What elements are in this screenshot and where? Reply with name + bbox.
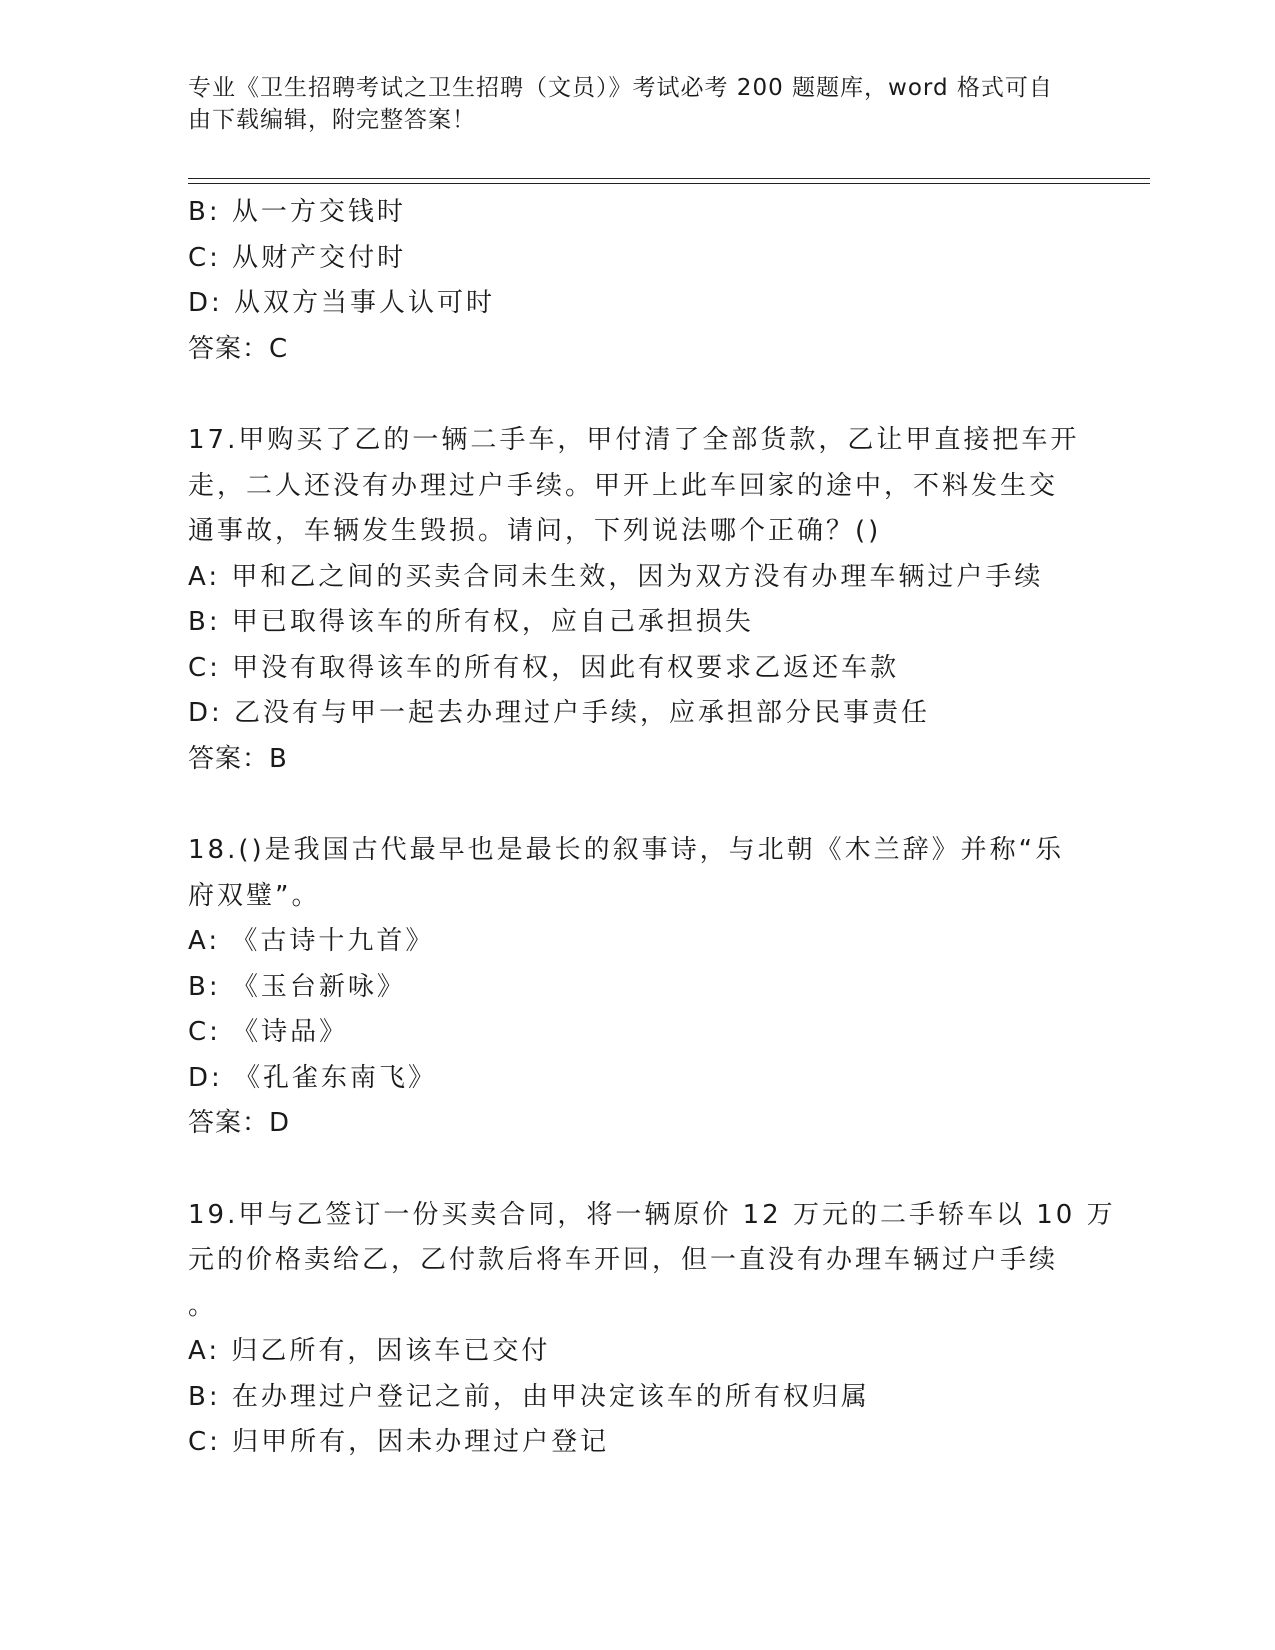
question-stem: 18.()是我国古代最早也是最长的叙事诗，与北朝《木兰辞》并称“乐 [188, 835, 1065, 865]
question-stem: 府双璧”。 [188, 880, 321, 911]
option-d: D: 《孔雀东南飞》 [188, 1062, 438, 1093]
answer: 答案：D [188, 1108, 291, 1138]
option-b: B: 在办理过户登记之前，由甲决定该车的所有权归属 [188, 1381, 870, 1412]
answer: 答案：B [188, 743, 288, 774]
option-b: B: 从一方交钱时 [188, 197, 406, 227]
option-c: C: 《诗品》 [188, 1017, 349, 1047]
option-b: B: 《玉台新咏》 [188, 971, 406, 1002]
question-16 [188, 190, 1088, 372]
option-b: B: 甲已取得该车的所有权，应自己承担损失 [188, 607, 754, 637]
option-c: C: 从财产交付时 [188, 242, 407, 273]
header-divider-top [188, 178, 1150, 179]
option-c: C: 归甲所有，因未办理过户登记 [188, 1427, 610, 1457]
option-a: A: 甲和乙之间的买卖合同未生效，因为双方没有办理车辆过户手续 [188, 561, 1044, 592]
question-stem: 17.甲购买了乙的一辆二手车，甲付清了全部货款，乙让甲直接把车开 [188, 425, 1080, 455]
answer: 答案：C [188, 333, 289, 364]
question-stem: 。 [188, 1290, 218, 1321]
question-stem: 元的价格卖给乙，乙付款后将车开回，但一直没有办理车辆过户手续 [188, 1245, 1059, 1275]
document-body [188, 190, 1116, 1466]
option-c: C: 甲没有取得该车的所有权，因此有权要求乙返还车款 [188, 652, 900, 683]
question-stem: 走，二人还没有办理过户手续。甲开上此车回家的途中，不料发生交 [188, 470, 1059, 501]
question-17 [188, 418, 1088, 782]
question-stem: 19.甲与乙签订一份买卖合同，将一辆原价 12 万元的二手轿车以 10 万 [188, 1199, 1116, 1230]
header-line-2: 由下载编辑，附完整答案！ [188, 107, 476, 133]
spacer [188, 372, 1088, 418]
spacer [188, 1147, 1088, 1193]
page-header [188, 72, 1068, 136]
header-line-1: 专业《卫生招聘考试之卫生招聘（文员）》考试必考 200 题题库，word 格式可自 [188, 75, 1053, 101]
option-d: D: 乙没有与甲一起去办理过户手续，应承担部分民事责任 [188, 698, 931, 728]
question-stem: 通事故，车辆发生毁损。请问，下列说法哪个正确？() [188, 516, 882, 546]
option-a: A: 《古诗十九首》 [188, 926, 435, 956]
question-19 [188, 1193, 1116, 1466]
spacer [188, 782, 1088, 828]
header-divider-bottom [188, 183, 1150, 184]
option-d: D: 从双方当事人认可时 [188, 288, 496, 318]
question-18 [188, 828, 1088, 1147]
option-a: A: 归乙所有，因该车已交付 [188, 1336, 551, 1366]
